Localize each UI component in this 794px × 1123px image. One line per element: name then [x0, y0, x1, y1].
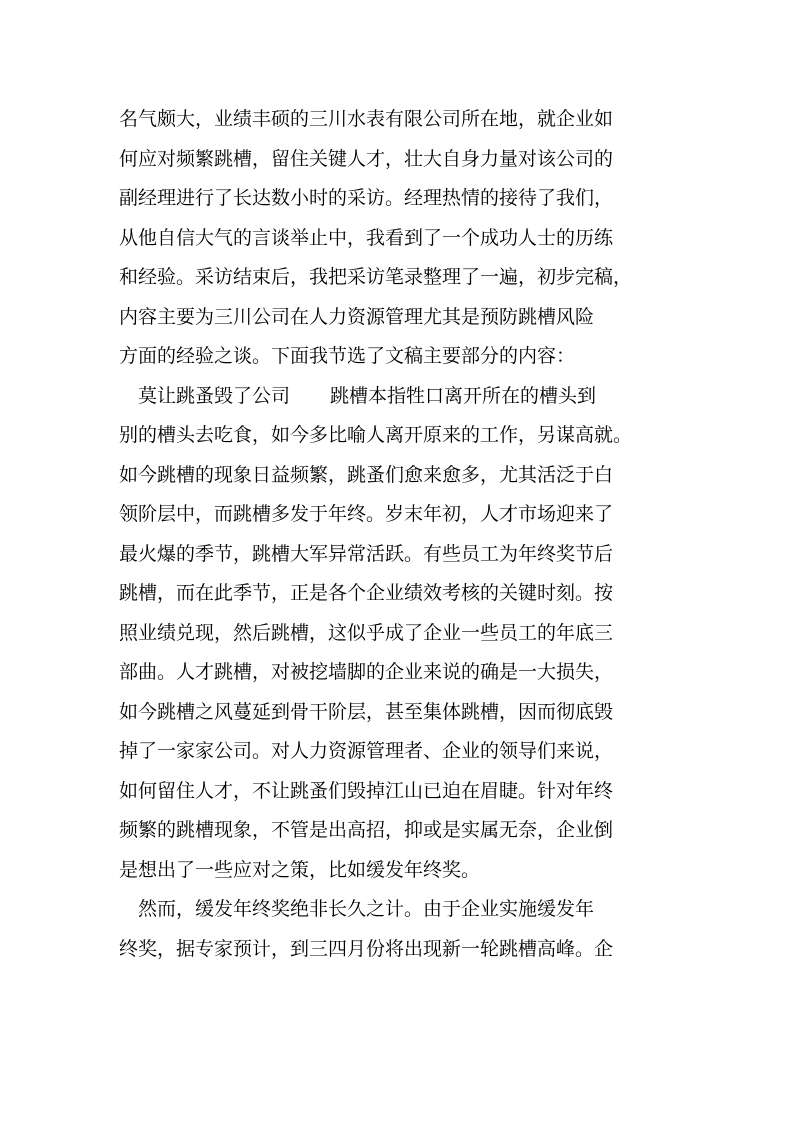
text-line: 如今跳槽的现象日益频繁，跳蚤们愈来愈多，尤其活泛于白 — [119, 463, 614, 486]
text-line: 最火爆的季节，跳槽大军异常活跃。有些员工为年终奖节后 — [119, 542, 614, 565]
text-line: 然而，缓发年终奖绝非长久之计。由于企业实施缓发年 — [119, 898, 595, 920]
text-line: 和经验。采访结束后，我把采访笔录整理了一遍，初步完稿， — [119, 266, 633, 288]
text-line: 内容主要为三川公司在人力资源管理尤其是预防跳槽风险 — [119, 305, 595, 328]
text-line: 方面的经验之谈。下面我节选了文稿主要部分的内容： — [119, 345, 576, 367]
text-line: 副经理进行了长达数小时的采访。经理热情的接待了我们， — [119, 187, 614, 209]
text-line: 频繁的跳槽现象，不管是出高招，抑或是实属无奈，企业倒 — [119, 819, 614, 841]
section-heading-line — [119, 377, 685, 417]
text-line: 部曲。人才跳槽，对被挖墙脚的企业来说的确是一大损失， — [119, 661, 614, 683]
text-line: 掉了一家家公司。对人力资源管理者、企业的领导们来说， — [119, 740, 614, 762]
text-line: 终奖，据专家预计，到三四月份将出现新一轮跳槽高峰。企 — [119, 937, 614, 960]
text-line: 跳槽，而在此季节，正是各个企业绩效考核的关键时刻。按 — [119, 582, 614, 604]
text-line: 何应对频繁跳槽，留住关键人才，壮大自身力量对该公司的 — [119, 147, 614, 170]
text-line: 名气颇大，业绩丰硕的三川水表有限公司所在地，就企业如 — [119, 108, 614, 130]
text-line: 别的槽头去吃食，如今多比喻人离开原来的工作，另谋高就。 — [119, 424, 633, 446]
section-title: 莫让跳蚤毁了公司 — [119, 384, 291, 407]
text-line: 是想出了一些应对之策，比如缓发年终奖。 — [119, 858, 481, 881]
text-line: 从他自信大气的言谈举止中，我看到了一个成功人士的历练 — [119, 226, 614, 249]
text-line: 如何留住人才，不让跳蚤们毁掉江山已迫在眉睫。针对年终 — [119, 779, 614, 802]
text-line: 领阶层中，而跳槽多发于年终。岁末年初，人才市场迎来了 — [119, 503, 614, 525]
section-intro-text: 跳槽本指牲口离开所在的槽头到 — [330, 384, 597, 407]
text-line: 照业绩兑现，然后跳槽，这似乎成了企业一些员工的年底三 — [119, 621, 614, 644]
text-line: 如今跳槽之风蔓延到骨干阶层，甚至集体跳槽，因而彻底毁 — [119, 700, 614, 723]
document-body — [119, 100, 685, 969]
